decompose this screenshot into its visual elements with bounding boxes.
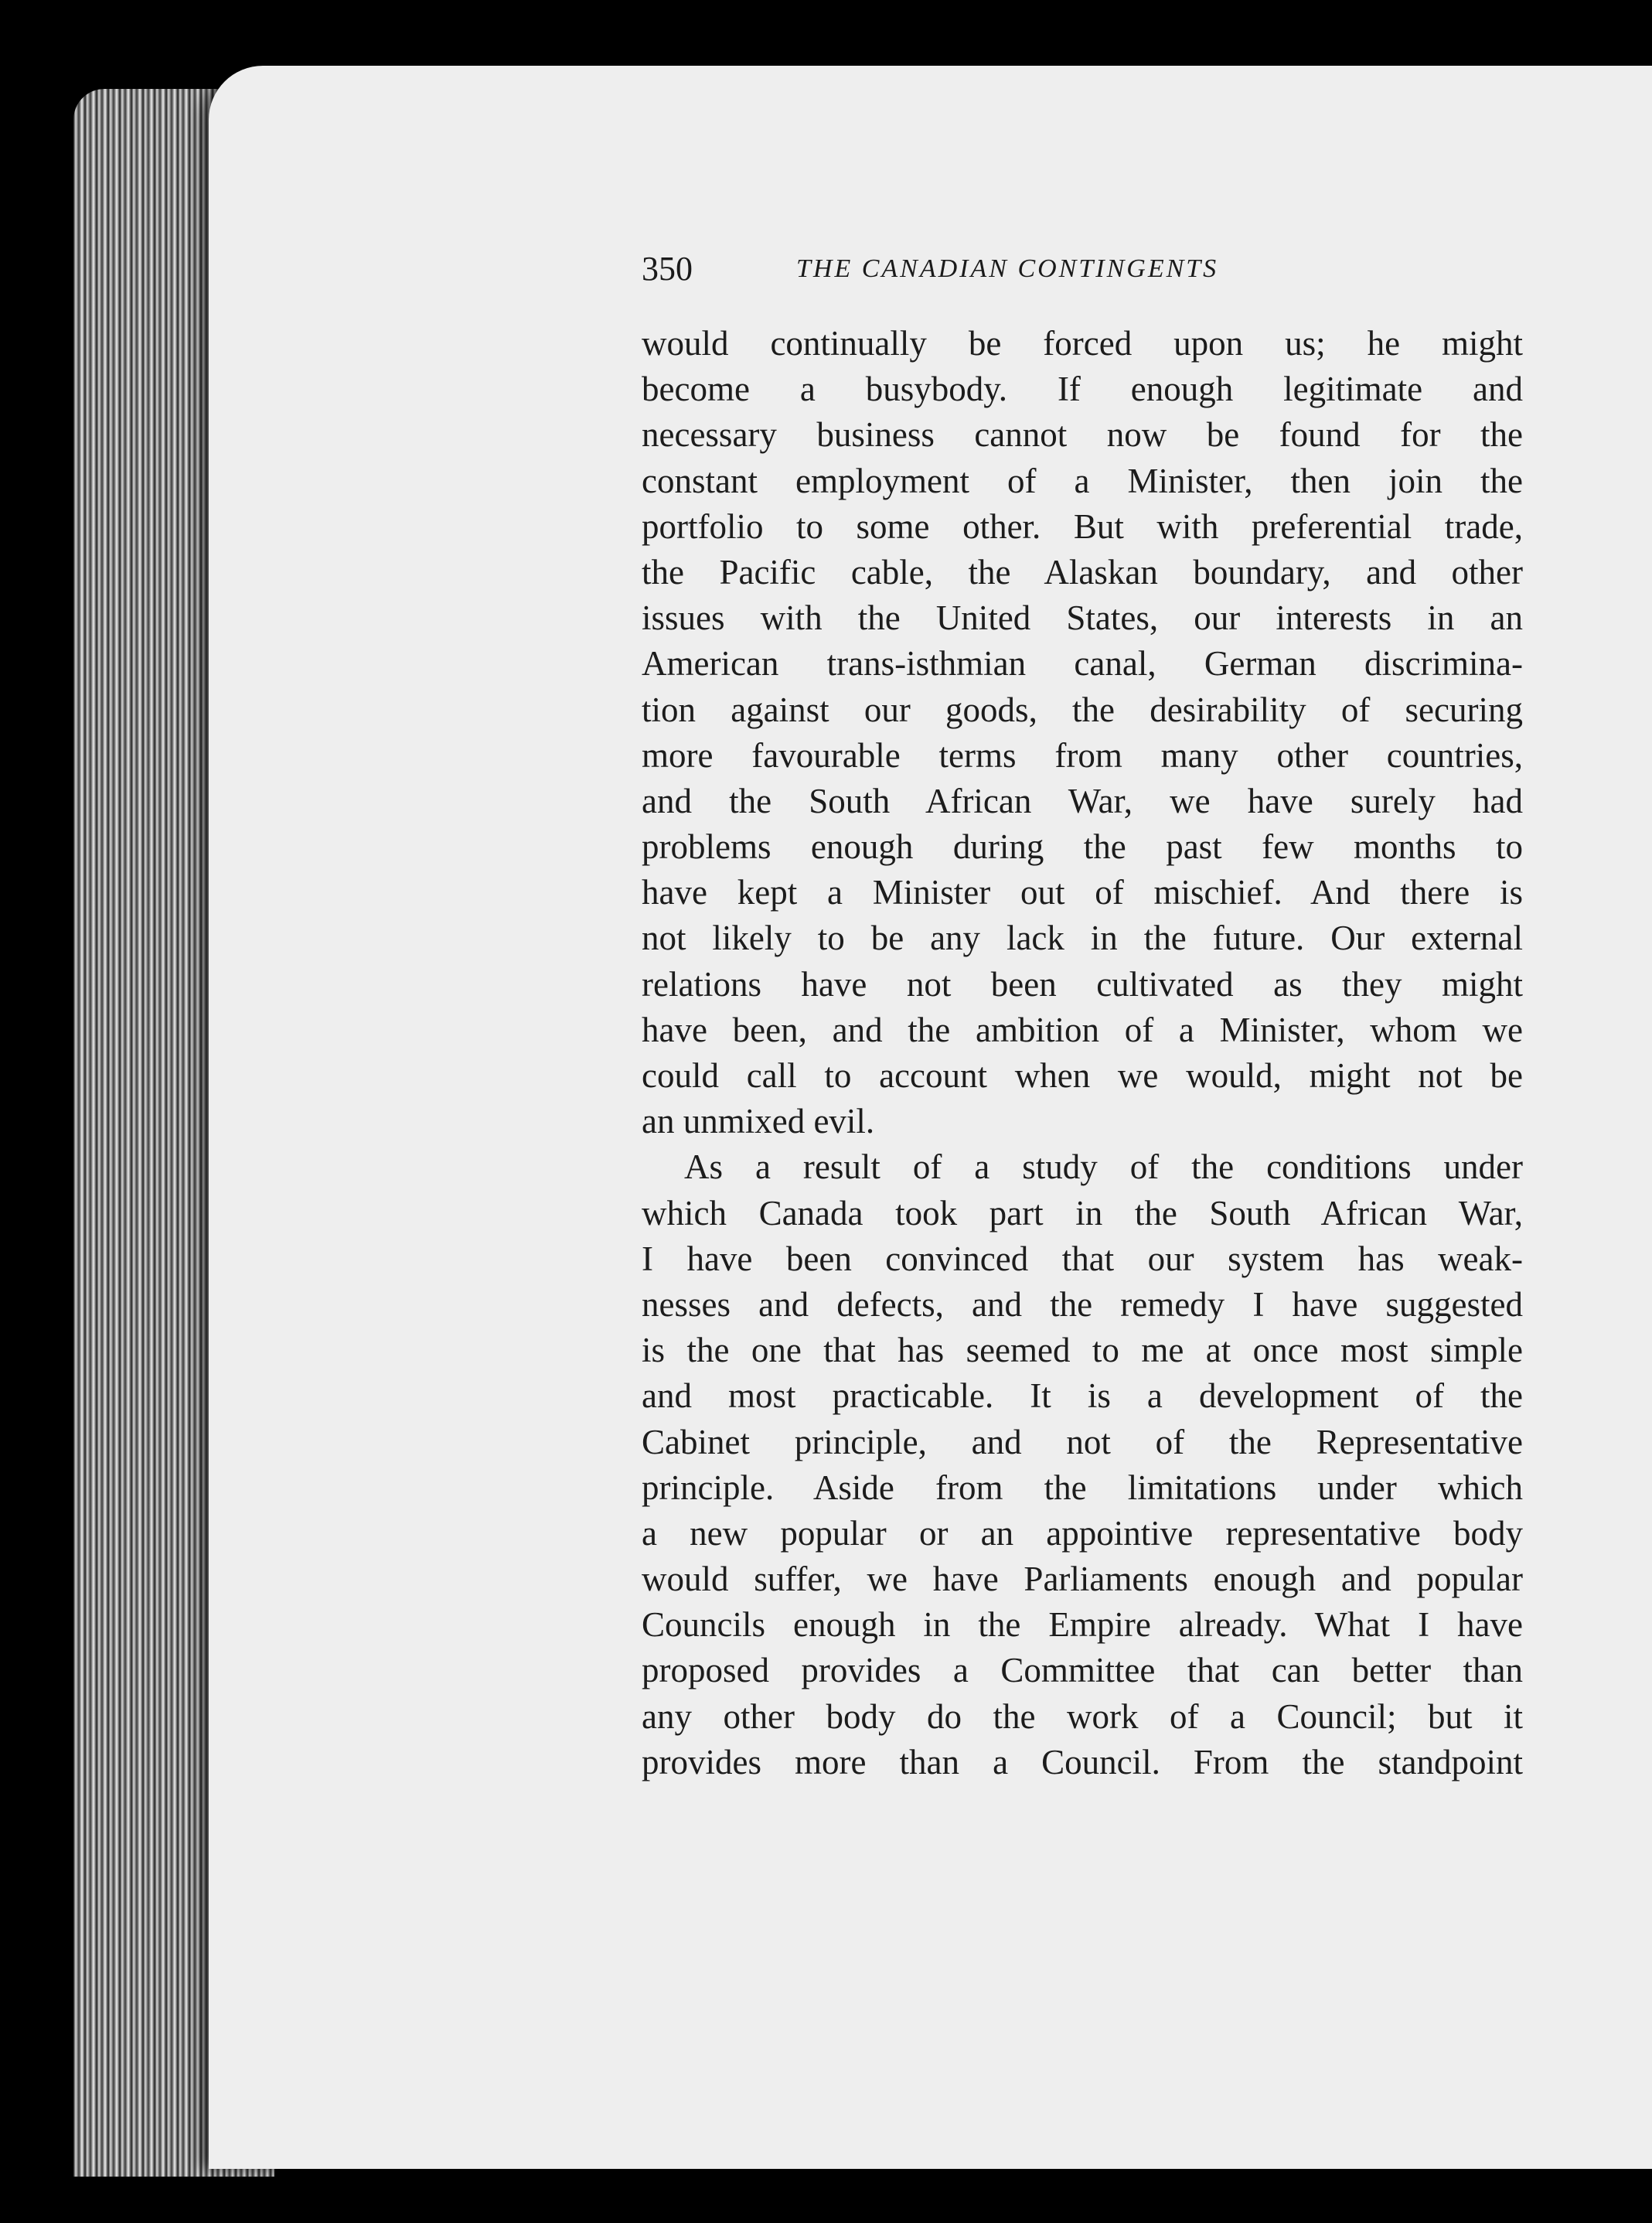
text-line: have kept a Minister out of mischief. And there is (642, 873, 1523, 912)
text-line: which Canada took part in the South African War, (642, 1193, 1523, 1233)
text-line: not likely to be any lack in the future. Our external (642, 919, 1523, 958)
text-line: problems enough during the past few months to (642, 827, 1523, 867)
text-line: proposed provides a Committee that can better than (642, 1651, 1523, 1690)
text-line: provides more than a Council. From the standpoint (642, 1742, 1523, 1781)
text-line: constant employment of a Minister, then join the (642, 461, 1523, 500)
text-line: any other body do the work of a Council; but it (642, 1696, 1523, 1736)
text-line: Cabinet principle, and not of the Representative (642, 1422, 1523, 1461)
text-line: the Pacific cable, the Alaskan boundary, and other (642, 552, 1523, 592)
text-line: tion against our goods, the desirability of securing (642, 690, 1523, 729)
text-line: As a result of a study of the conditions under (684, 1147, 1523, 1187)
running-head (642, 246, 1538, 292)
text-line: and most practicable. It is a development of the (642, 1376, 1523, 1416)
text-line: nesses and defects, and the remedy I have suggested (642, 1284, 1523, 1324)
text-line: would suffer, we have Parliaments enough and popular (642, 1560, 1523, 1599)
text-line: an unmixed evil. (642, 1102, 875, 1141)
text-line: portfolio to some other. But with preferential trade, (642, 506, 1523, 546)
text-line: issues with the United States, our interests in an (642, 598, 1523, 638)
page-number: 350 (642, 250, 693, 288)
text-line: American trans-isthmian canal, German discrimina- (642, 644, 1523, 684)
body-text (642, 321, 1523, 1785)
text-line: principle. Aside from the limitations under which (642, 1468, 1523, 1507)
text-line: would continually be forced upon us; he might (642, 324, 1523, 363)
text-line: become a busybody. If enough legitimate and (642, 370, 1523, 409)
text-line: have been, and the ambition of a Minister, whom we (642, 1010, 1523, 1049)
text-line: more favourable terms from many other countries, (642, 735, 1523, 775)
text-line: and the South African War, we have surely had (642, 781, 1523, 820)
text-line: Councils enough in the Empire already. What I have (642, 1605, 1523, 1645)
running-title: THE CANADIAN CONTINGENTS (796, 254, 1219, 283)
text-line: a new popular or an appointive representative body (642, 1513, 1523, 1553)
text-line: relations have not been cultivated as they might (642, 964, 1523, 1004)
text-line: I have been convinced that our system has weak- (642, 1239, 1523, 1278)
text-line: could call to account when we would, might not be (642, 1056, 1523, 1095)
text-line: necessary business cannot now be found for the (642, 415, 1523, 455)
text-line: is the one that has seemed to me at once most simple (642, 1331, 1523, 1370)
